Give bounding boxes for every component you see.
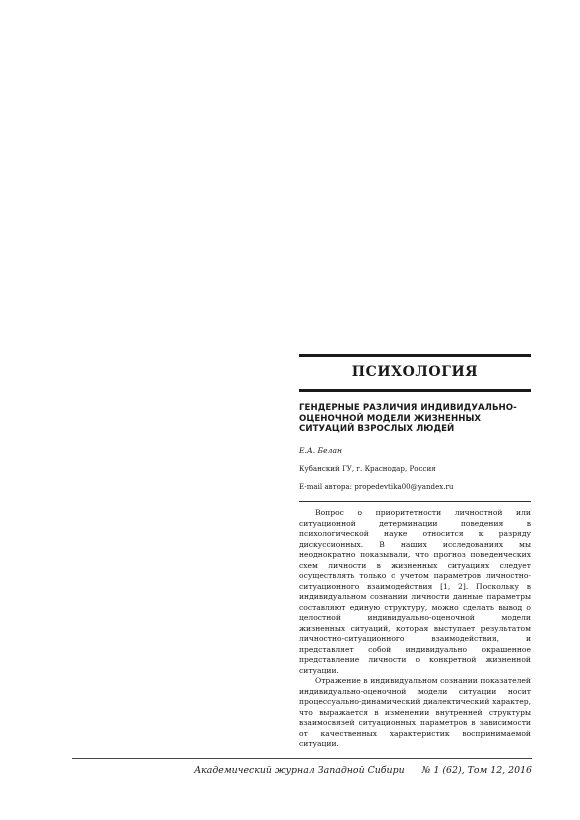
journal-name: Академический журнал Западной Сибири xyxy=(194,765,405,776)
body-paragraph: Отражение в индивидуальном сознании показателей индивидуально-оценочной модели ситуации носит процессуально-динамический диалектический характер, что выражается в изменении внутренней структуры взаимосвязей ситуационных параметров в зависимости от качественных характеристик воспринимаемой ситуации. xyxy=(299,676,531,748)
article-body xyxy=(299,508,531,750)
header-divider xyxy=(299,501,531,502)
body-paragraph: Вопрос о приоритетности личностной или ситуационной детерминации поведения в психологической науке относится к разряду дискуссионных. В наших исследованиях мы неоднократно показывали, что прогноз поведенческих схем личности в жизненных ситуациях следует осуществлять только с учетом параметров личностно-ситуационного взаимодействия [1, 2]. Поскольку в индивидуальном сознании личности данные параметры составляют единую структуру, можно сделать вывод о целостной индивидуально-оценочной модели жизненных ситуаций, которая выступает результатом личностно-ситуационного взаимодействия, и представляет собой индивидуально окрашенное представление личности о конкретной жизненной ситуации. xyxy=(299,508,531,675)
author-email: E-mail автора: propedevtika00@yandex.ru xyxy=(299,482,454,491)
issue-info: № 1 (62), Том 12, 2016 xyxy=(421,765,532,776)
section-heading: ПСИХОЛОГИЯ xyxy=(351,364,479,380)
footer-rule xyxy=(72,758,532,759)
running-footer xyxy=(194,765,532,776)
article-title: ГЕНДЕРНЫЕ РАЗЛИЧИЯ ИНДИВИДУАЛЬНО-ОЦЕНОЧНОЙ МОДЕЛИ ЖИЗНЕННЫХ СИТУАЦИЙ ВЗРОСЛЫХ ЛЮДЕЙ xyxy=(299,403,517,434)
article-author: Е.А. Белан xyxy=(299,446,342,455)
author-affiliation: Кубанский ГУ, г. Краснодар, Россия xyxy=(299,464,436,473)
section-top-rule xyxy=(299,354,531,357)
section-bottom-rule xyxy=(299,389,531,392)
